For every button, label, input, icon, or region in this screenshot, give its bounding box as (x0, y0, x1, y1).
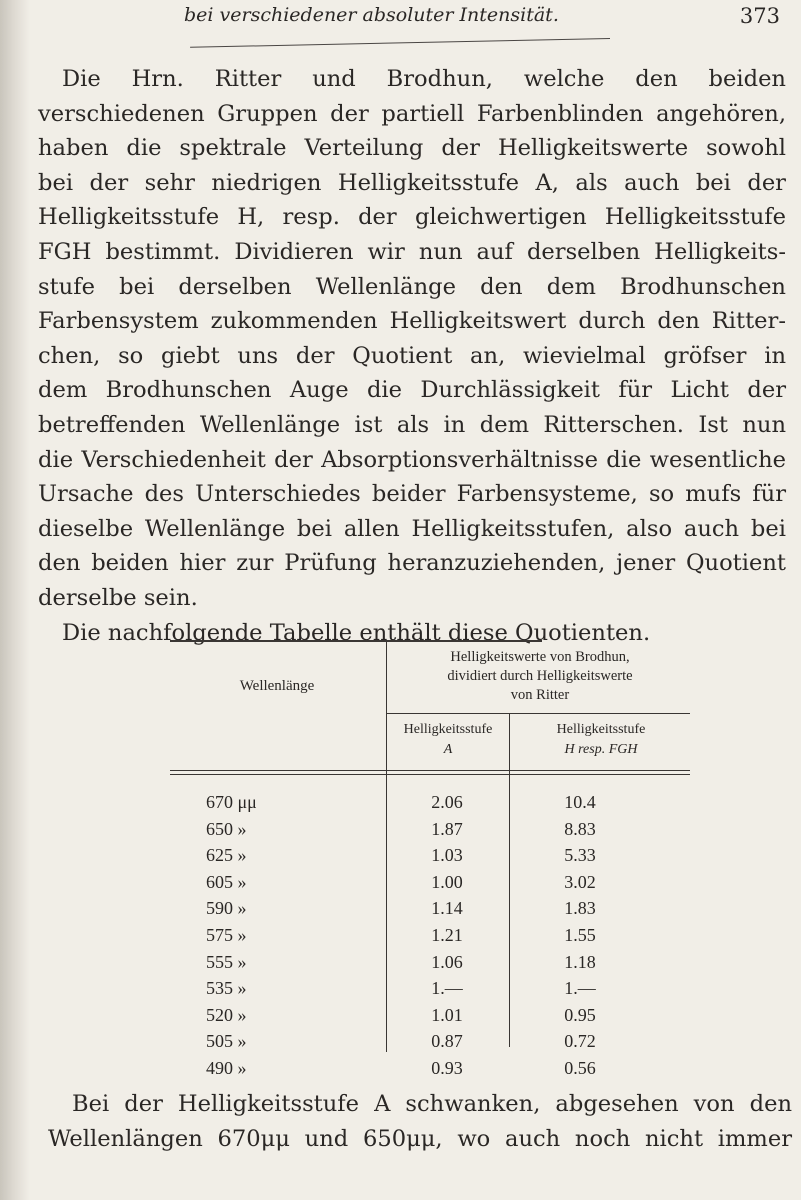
quotient-table (170, 640, 690, 1078)
table-row (170, 978, 690, 1005)
stufe-h-cell: 0.95 (564, 1004, 596, 1025)
stufe-h-cell: 1.55 (564, 924, 596, 945)
stufe-h-cell: 1.18 (564, 951, 596, 972)
table-rule-header-double (170, 774, 690, 775)
running-title: bei verschiedener absoluter Intensität. (184, 4, 559, 26)
stufe-h-cell: 0.72 (564, 1031, 596, 1052)
text-line: bei der sehr niedrigen Helligkeitsstufe A, als auch bei der (38, 169, 786, 196)
table-row (170, 792, 690, 819)
text-line: derselbe sein. (38, 584, 198, 611)
subheader-line: Helligkeitsstufe (403, 722, 493, 737)
group-header-line: dividiert durch Helligkeitswerte (447, 668, 633, 684)
wavelength-cell: 490 » (206, 1057, 247, 1078)
text-line: verschiedenen Gruppen der partiell Farbenblinden angehören, (38, 100, 786, 127)
stufe-h-cell: 0.56 (564, 1057, 596, 1078)
text-line: den beiden hier zur Prüfung heranzuziehenden, jener Quotient (38, 550, 786, 577)
page-number: 373 (739, 4, 780, 28)
stufe-a-cell: 1.— (431, 978, 463, 999)
stufe-a-cell: 1.87 (431, 818, 463, 839)
text-line: dieselbe Wellenlänge bei allen Helligkeitsstufen, also auch bei (38, 515, 786, 542)
stufe-a-cell: 1.06 (431, 951, 463, 972)
stufe-a-cell: 1.01 (431, 1004, 463, 1025)
text-line: betreffenden Wellenlänge ist als in dem Ritterschen. Ist nun (38, 411, 786, 438)
text-line: Helligkeitsstufe H, resp. der gleichwertigen Helligkeitsstufe (38, 204, 786, 231)
stufe-a-cell: 1.14 (431, 898, 463, 919)
wavelength-cell: 605 » (206, 871, 247, 892)
text-line: FGH bestimmt. Dividieren wir nun auf derselben Helligkeits- (38, 238, 786, 265)
body-text-continued (48, 1087, 792, 1156)
table-row (170, 845, 690, 872)
stufe-h-cell: 3.02 (564, 871, 596, 892)
table-rule-top (170, 640, 542, 642)
table-row (170, 819, 690, 846)
wavelength-cell: 650 » (206, 818, 247, 839)
text-line: die Verschiedenheit der Absorptionsverhältnisse die wesentliche (38, 446, 786, 473)
table-row (170, 1005, 690, 1032)
page-header (170, 4, 780, 34)
table-rule-group (386, 713, 690, 714)
stufe-a-cell: 2.06 (431, 792, 463, 812)
group-header-line: Helligkeitswerte von Brodhun, (450, 649, 630, 665)
stufe-h-cell: 8.83 (564, 818, 596, 839)
text-line: haben die spektrale Verteilung der Helligkeitswerte sowohl (38, 135, 786, 162)
table-row (170, 952, 690, 979)
page-gutter-shadow (0, 0, 30, 1200)
text-line: Bei der Helligkeitsstufe A schwanken, abgesehen von den (72, 1091, 792, 1117)
wavelength-cell: 625 » (206, 845, 247, 866)
column-header-wavelength: Wellenlänge (239, 678, 315, 694)
stufe-a-cell: 1.03 (431, 845, 463, 866)
text-line: Wellenlängen 670μμ und 650μμ, wo auch noch nicht immer (48, 1125, 792, 1152)
wavelength-cell: 670 μμ (206, 792, 257, 812)
subheader-line: Helligkeitsstufe (556, 722, 646, 737)
wavelength-cell: 535 » (206, 978, 247, 999)
stufe-a-cell: 0.87 (431, 1031, 463, 1052)
wavelength-cell: 555 » (206, 951, 247, 972)
stufe-a-cell: 1.00 (431, 871, 463, 892)
subheader-line: A (443, 742, 453, 757)
table-row (170, 872, 690, 899)
column-header-stufe-h (512, 720, 690, 760)
stufe-h-cell: 10.4 (564, 792, 596, 812)
column-header-stufe-a (388, 720, 508, 760)
table-rule-header (170, 770, 690, 771)
stufe-a-cell: 0.93 (431, 1057, 463, 1078)
wavelength-cell: 520 » (206, 1004, 247, 1025)
stufe-h-cell: 1.83 (564, 898, 596, 919)
table-row (170, 1058, 690, 1085)
text-line: chen, so giebt uns der Quotient an, wievielmal gröfser in (38, 342, 786, 369)
text-line: Die Hrn. Ritter und Brodhun, welche den beiden (62, 66, 786, 92)
table-row (170, 898, 690, 925)
text-line: stufe bei derselben Wellenlänge den dem Brodhunschen (38, 273, 786, 300)
column-group-header (390, 648, 690, 705)
text-line: Die nachfolgende Tabelle enthält diese Quotienten. (62, 619, 651, 646)
stufe-a-cell: 1.21 (431, 924, 463, 945)
text-line: Ursache des Unterschiedes beider Farbensysteme, so mufs für (38, 481, 786, 508)
stufe-h-cell: 1.— (564, 978, 596, 999)
wavelength-cell: 590 » (206, 898, 247, 919)
wavelength-cell: 505 » (206, 1031, 247, 1052)
subheader-line: H resp. FGH (564, 742, 638, 757)
group-header-line: von Ritter (510, 687, 570, 703)
table-row (170, 925, 690, 952)
table-row (170, 1031, 690, 1058)
text-line: Farbensystem zukommenden Helligkeitswert durch den Ritter- (38, 308, 786, 335)
body-text (38, 62, 786, 650)
wavelength-cell: 575 » (206, 924, 247, 945)
header-rule (190, 38, 610, 48)
table-body (170, 792, 690, 1085)
text-line: dem Brodhunschen Auge die Durchlässigkeit für Licht der (38, 377, 786, 404)
stufe-h-cell: 5.33 (564, 845, 596, 866)
